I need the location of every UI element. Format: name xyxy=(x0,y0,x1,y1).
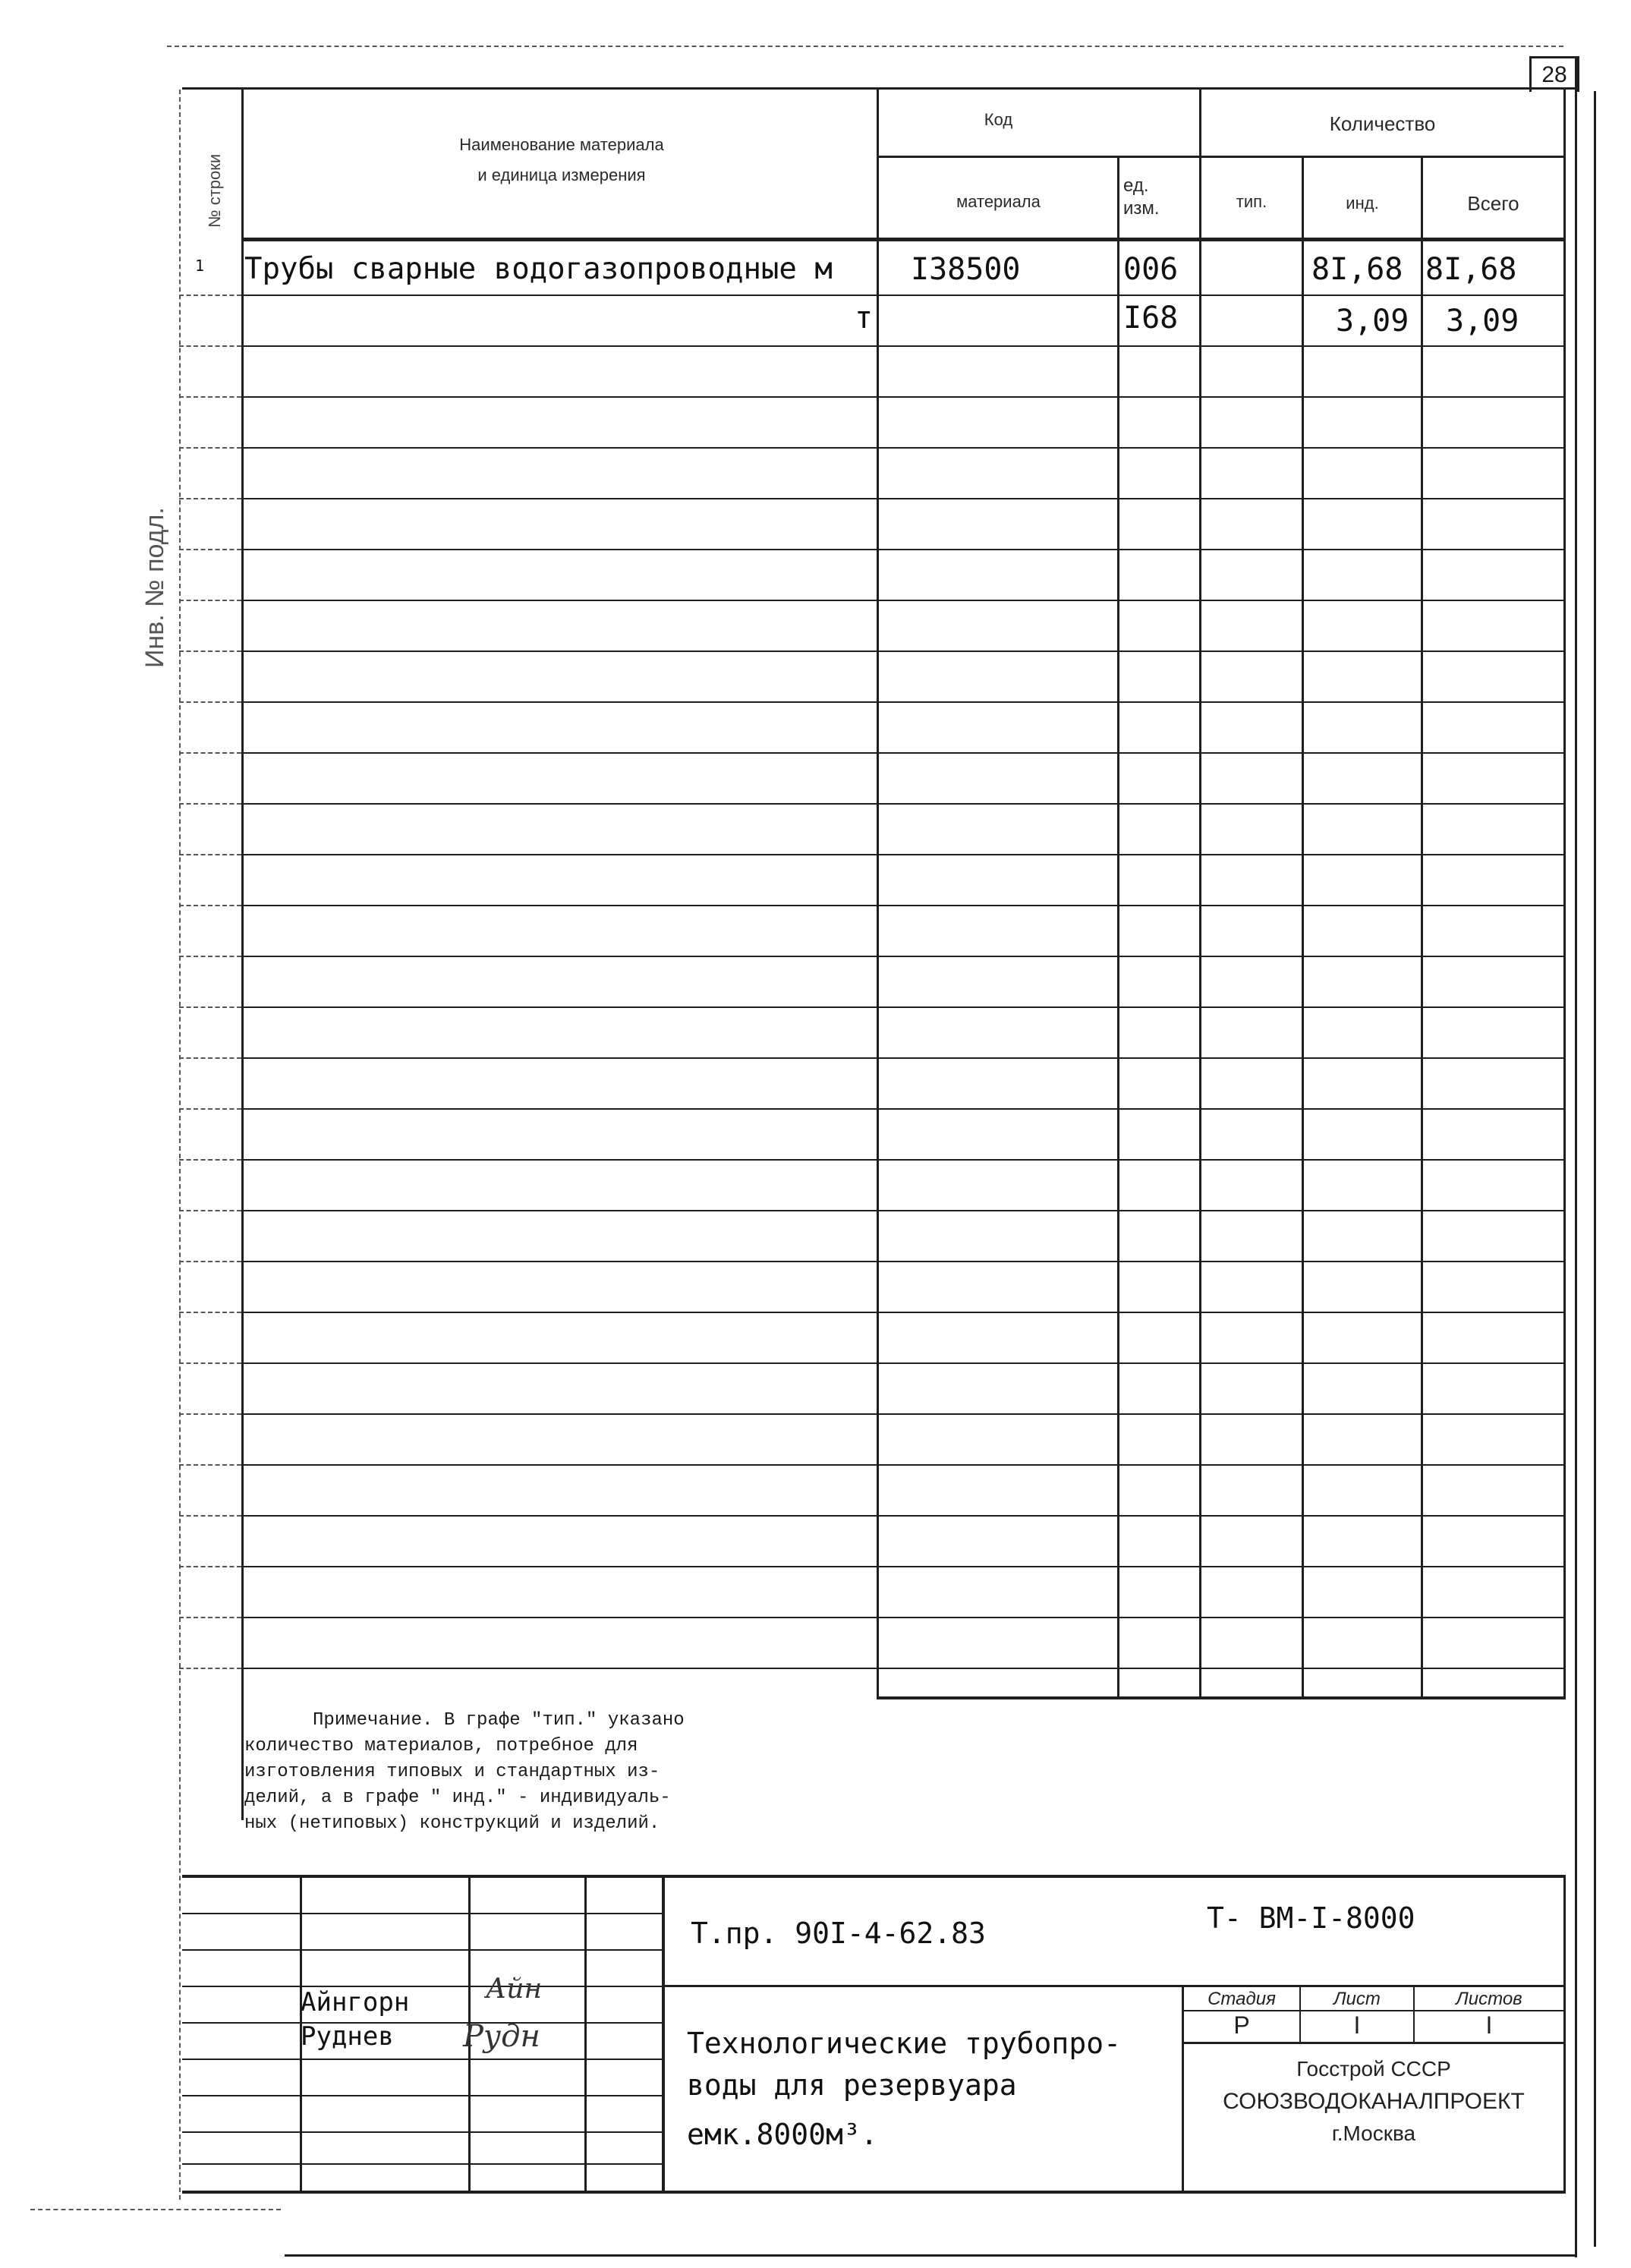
rownum-rule xyxy=(179,701,241,703)
table-rule xyxy=(241,498,1566,499)
row-unit: 006 xyxy=(1123,252,1179,287)
row-code: I38500 xyxy=(911,252,1021,287)
stamp-col-3 xyxy=(584,1875,587,2194)
rownum-rule xyxy=(179,447,241,449)
stamp-project: Т.пр. 90I-4-62.83 xyxy=(691,1917,986,1950)
table-rule xyxy=(241,1566,1566,1567)
side-label-inventory: Инв. № подл. xyxy=(140,507,169,668)
table-rule xyxy=(241,1515,1566,1517)
header-material: материала xyxy=(956,192,1041,211)
rownum-rule xyxy=(179,803,241,805)
frame-right-outer xyxy=(1594,91,1596,2247)
table-rule xyxy=(241,396,1566,398)
note-line-4: делий, а в графе " инд." - индивидуаль- xyxy=(244,1788,671,1808)
header-name-line2: и единица измерения xyxy=(477,165,646,184)
rownum-rule xyxy=(179,1617,241,1618)
rownum-rule xyxy=(179,295,241,296)
sheet-number: 28 xyxy=(1529,56,1579,92)
table-rule xyxy=(241,295,1566,296)
rownum-rule xyxy=(179,1210,241,1211)
stamp-grid-line xyxy=(182,2131,664,2133)
col-line-right xyxy=(1563,90,1566,1699)
rownum-rule xyxy=(179,1515,241,1517)
table-rule xyxy=(241,1261,1566,1262)
stamp-title-line-2: воды для резервуара xyxy=(687,2068,1017,2102)
table-rule xyxy=(241,1617,1566,1618)
rownum-rule xyxy=(179,549,241,550)
rownum-rule xyxy=(179,1464,241,1466)
header-quantity: Количество xyxy=(1329,112,1436,135)
rownum-rule xyxy=(179,1261,241,1262)
rownum-rule xyxy=(179,956,241,957)
table-rule xyxy=(241,956,1566,957)
table-rule xyxy=(241,1413,1566,1415)
table-rule xyxy=(241,1159,1566,1161)
note-line-2: количество материалов, потребное для xyxy=(244,1736,638,1756)
rownum-rule xyxy=(179,1362,241,1364)
stamp-stage-bottom xyxy=(1182,2042,1566,2044)
rownum-rule xyxy=(179,345,241,347)
stamp-bottom-line xyxy=(182,2191,1566,2194)
table-rule xyxy=(241,752,1566,754)
col-line-typ xyxy=(1199,90,1201,1699)
note-line-5: ных (нетиповых) конструкций и изделий. xyxy=(244,1813,660,1834)
table-rule xyxy=(241,803,1566,805)
rownum-rule xyxy=(179,854,241,855)
table-rule xyxy=(241,345,1566,347)
frame-top xyxy=(182,87,1579,90)
row-total: 8I,68 xyxy=(1425,252,1517,287)
table-rule xyxy=(241,1006,1566,1008)
stamp-sheets: I xyxy=(1485,2011,1493,2039)
rownum-rule xyxy=(179,1312,241,1313)
rownum-rule xyxy=(179,752,241,754)
table-rule xyxy=(241,1108,1566,1110)
note-block xyxy=(244,1708,685,1837)
table-rule xyxy=(241,1464,1566,1466)
rownum-rule xyxy=(179,1413,241,1415)
stamp-grid-line xyxy=(182,1986,664,1987)
table-rule xyxy=(241,1362,1566,1364)
rownum-rule xyxy=(179,1668,241,1669)
stamp-title-line-3: емк.8000м³. xyxy=(687,2118,878,2151)
row-ind: 3,09 xyxy=(1336,304,1409,339)
table-rule xyxy=(241,447,1566,449)
rownum-rule xyxy=(179,905,241,906)
stamp-grid-line xyxy=(182,1913,664,1914)
stamp-person-1: Айнгорн xyxy=(301,1987,410,2018)
stamp-sheet: I xyxy=(1353,2011,1361,2039)
rownum-rule xyxy=(179,650,241,652)
left-margin-line xyxy=(179,90,181,2200)
top-edge-line xyxy=(167,46,1563,47)
stamp-stage-label: Стадия xyxy=(1208,1989,1276,2009)
rownum-rule xyxy=(179,1159,241,1161)
rownum-rule xyxy=(179,1057,241,1059)
stamp-stage: Р xyxy=(1233,2011,1250,2039)
header-bottom-line xyxy=(241,238,1566,241)
table-rule xyxy=(241,1210,1566,1211)
rownum-col-line xyxy=(241,90,244,1820)
table-rule xyxy=(241,1668,1566,1669)
header-unit-line1: ед. xyxy=(1123,175,1149,196)
rownum-rule xyxy=(179,1566,241,1567)
col-line-code xyxy=(877,90,879,1699)
stamp-sheets-label: Листов xyxy=(1456,1989,1522,2009)
col-line-ind xyxy=(1302,156,1304,1699)
table-rule xyxy=(241,1312,1566,1313)
rownum-rule xyxy=(179,1108,241,1110)
stamp-org-line-3: г.Москва xyxy=(1331,2122,1416,2145)
frame-right xyxy=(1575,56,1577,2257)
stamp-person-2: Руднев xyxy=(301,2021,394,2052)
header-name-line1: Наименование материала xyxy=(459,135,664,154)
col-line-unit xyxy=(1117,156,1119,1699)
table-rule xyxy=(241,549,1566,550)
stamp-title-line-1: Технологические трубопро- xyxy=(687,2027,1121,2060)
signature-1: Айн xyxy=(486,1973,543,2005)
row-total: 3,09 xyxy=(1446,304,1519,339)
rownum-rule xyxy=(179,396,241,398)
header-unit xyxy=(1120,175,1202,220)
table-rule xyxy=(241,701,1566,703)
table-rule xyxy=(241,650,1566,652)
stamp-top-line xyxy=(182,1875,1566,1878)
rownum-rule xyxy=(179,498,241,499)
stamp-grid-line xyxy=(182,2059,664,2060)
signature-2: Рудн xyxy=(463,2019,540,2054)
header-mid-line xyxy=(877,156,1566,158)
header-typ: тип. xyxy=(1236,192,1267,211)
stamp-grid-line xyxy=(182,2022,664,2024)
stamp-doc-code: Т- ВМ-I-8000 xyxy=(1207,1901,1415,1935)
header-unit-line2: изм. xyxy=(1123,198,1160,219)
rownum-rule xyxy=(179,600,241,601)
side-label-rownum: № строки xyxy=(205,153,224,228)
row-unit: I68 xyxy=(1123,301,1179,335)
table-rule xyxy=(241,1057,1566,1059)
row-ind: 8I,68 xyxy=(1311,252,1403,287)
note-line-3: изготовления типовых и стандартных из- xyxy=(244,1762,660,1782)
header-ind: инд. xyxy=(1346,194,1379,213)
stamp-right xyxy=(1563,1875,1566,2194)
stamp-grid-line xyxy=(182,1949,664,1951)
stamp-mid-line xyxy=(664,1985,1566,1987)
col-line-total xyxy=(1421,156,1423,1699)
rownum-rule xyxy=(179,1006,241,1008)
header-code: Код xyxy=(984,110,1013,129)
row-name: т xyxy=(855,301,874,335)
stamp-sheet-label: Лист xyxy=(1333,1989,1381,2009)
table-bottom-line xyxy=(877,1696,1566,1699)
bottom-edge-line xyxy=(30,2209,281,2210)
table-rule xyxy=(241,854,1566,855)
stamp-org-line-1: Госстрой СССР xyxy=(1296,2057,1451,2081)
stamp-grid-line xyxy=(182,2163,664,2165)
frame-bottom xyxy=(285,2254,1577,2257)
note-line-1: Примечание. В графе "тип." указано xyxy=(313,1710,685,1731)
row-name: Трубы сварные водогазопроводные м xyxy=(244,252,833,286)
stamp-col-4 xyxy=(662,1875,665,2194)
stamp-grid-line xyxy=(182,2095,664,2096)
stamp-org-line-2: СОЮЗВОДОКАНАЛПРОЕКТ xyxy=(1223,2089,1525,2114)
row-number: 1 xyxy=(195,257,205,275)
header-total: Всего xyxy=(1467,192,1519,215)
table-rule xyxy=(241,600,1566,601)
table-rule xyxy=(241,905,1566,906)
